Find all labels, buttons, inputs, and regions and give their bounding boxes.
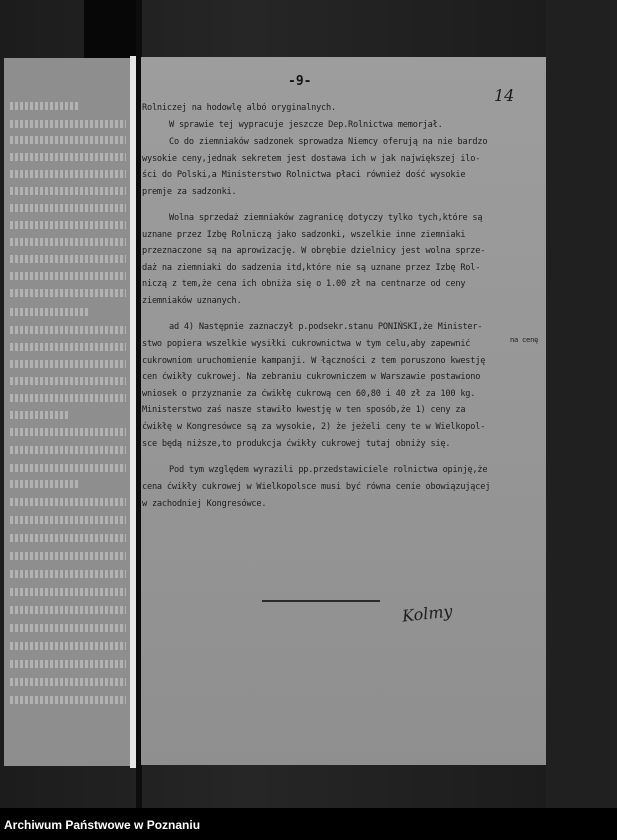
text-line: cen ćwikły cukrowej. Na zebraniu cukrowniczem w Warszawie postawiono [142,372,481,382]
ghost-text-line [10,326,126,334]
ghost-text-line [10,187,126,195]
ghost-text-line [10,498,126,506]
footer-bar [0,808,617,840]
adjacent-page-bleed [4,58,130,766]
ghost-text-line [10,308,90,316]
ghost-text-line [10,377,126,385]
ghost-text-line [10,516,126,524]
text-line: ad 4) Następnie zaznaczył p.podsekr.stanu PONIŃSKI,że Minister- [169,322,483,332]
film-shadow [84,0,138,58]
ghost-text-line [10,588,126,596]
text-line: Pod tym względem wyrazili pp.przedstawiciele rolnictwa opinję,że [169,465,488,475]
text-line: sce będą niższe,to produkcja ćwikły cukrowej tutaj obniży się. [142,439,451,449]
page-number: -9- [288,74,312,89]
text-line: cukrowniom uruchomienie kampanji. W łączności z tem poruszono kwestję [142,356,486,366]
text-line: wniosek o przyznanie za ćwikłę cukrową cen 60,80 i 40 zł za 100 kg. [142,389,476,399]
ghost-text-line [10,678,126,686]
ghost-text-line [10,360,126,368]
text-line: wysokie ceny,jednak sekretem jest dostawa ich w jak największej ilo- [142,154,481,164]
ghost-text-line [10,204,126,212]
ghost-text-line [10,624,126,632]
ghost-text-line [10,136,126,144]
text-line: w zachodniej Kongresówce. [142,499,267,509]
text-line: ćwikłę w Kongresówce są za wysokie, 2) że jeżeli ceny te w Wielkopol- [142,422,486,432]
ghost-text-line [10,343,126,351]
ghost-text-line [10,238,126,246]
ghost-text-line [10,170,126,178]
interlinear-note: na cenę [510,336,539,344]
ghost-text-line [10,606,126,614]
text-line: ści do Polski,a Ministerstwo Rolnictwa płaci również dość wysokie [142,170,466,180]
ghost-text-line [10,411,70,419]
ghost-text-line [10,570,126,578]
text-line: uznane przez Izbę Rolniczą jako sadzonki, wszelkie inne ziemniaki [142,230,466,240]
ghost-text-line [10,464,126,472]
text-line: W sprawie tej wypracuje jeszcze Dep.Rolnictwa memorjał. [169,120,443,130]
ghost-text-line [10,428,126,436]
text-line: Ministerstwo zaś nasze stawiło kwestję w ten sposób,że 1) ceny za [142,405,466,415]
text-line: stwo popiera wszelkie wysiłki cukrownictwa w tym celu,aby zapewnić [142,339,471,349]
ghost-text-line [10,552,126,560]
ghost-text-line [10,221,126,229]
text-line: premje za sadzonki. [142,187,237,197]
ghost-text-line [10,272,126,280]
handwritten-signature: Kolmy [401,601,454,626]
closing-rule [262,600,380,602]
ghost-text-line [10,102,80,110]
text-line: przeznaczone są na aprowizację. W obrębie dzielnicy jest wolna sprze- [142,246,486,256]
text-line: Co do ziemniaków sadzonek sprowadza Niemcy oferują na nie bardzo [169,137,488,147]
text-line: daż na ziemniaki do sadzenia itd,które nie są uznane przez Izbę Rol- [142,263,481,273]
ghost-text-line [10,120,126,128]
folio-number: 14 [494,86,515,105]
ghost-text-line [10,534,126,542]
ghost-text-line [10,480,80,488]
archive-name: Archiwum Państwowe w Poznaniu [4,818,201,832]
text-line: ziemniaków uznanych. [142,296,242,306]
text-line: niczą z tem,że cena ich obniża się o 1.00 zł na centnarze od ceny [142,279,466,289]
text-line: cena ćwikły cukrowej w Wielkopolsce musi być równa cenie obowiązującej [142,482,491,492]
text-line: Rolniczej na hodowlę albó oryginalnych. [142,103,336,113]
ghost-text-line [10,660,126,668]
ghost-text-line [10,394,126,402]
ghost-text-line [10,642,126,650]
ghost-text-line [10,255,126,263]
ghost-text-line [10,153,126,161]
text-line: Wolna sprzedaż ziemniaków zagranicę dotyczy tylko tych,które są [169,213,483,223]
ghost-text-line [10,289,126,297]
film-margin [546,0,617,808]
ghost-text-line [10,696,126,704]
ghost-text-line [10,446,126,454]
